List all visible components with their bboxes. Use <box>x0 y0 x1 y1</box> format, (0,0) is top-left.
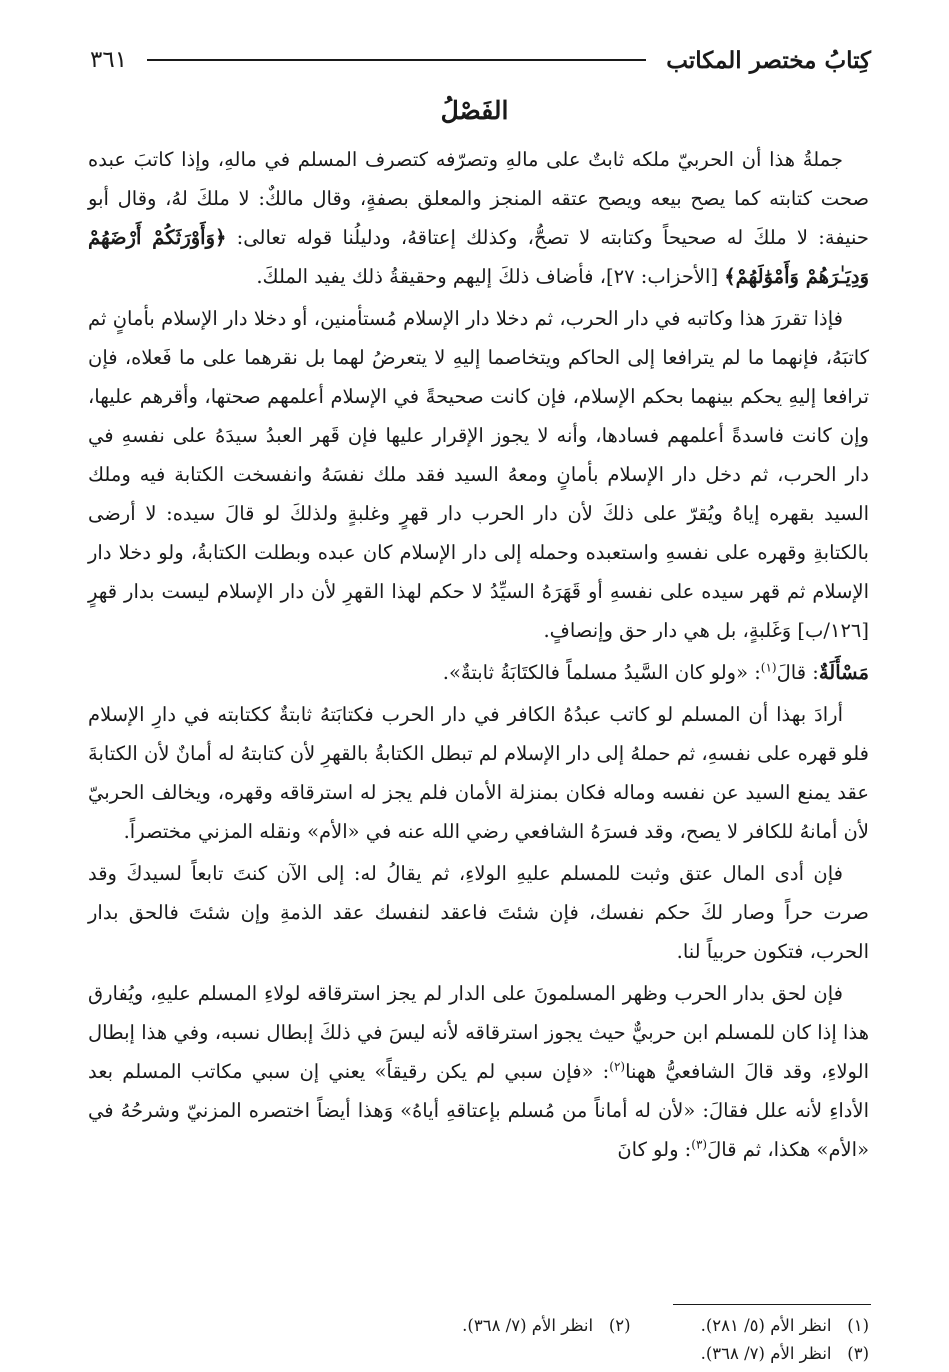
paragraph: فإن أدى المال عتق وثبت للمسلم عليهِ الولاءِ، ثم يقالُ له: إلى الآن كنتَ تابعاً لسيدكَ وقد صرت حراً وصار لكَ حكم نفسك، فإن شئتَ فاعقد لنفسك عقد الذمةِ وإن شئتَ فالحق بدار الحرب، فتكون حربياً لنا. <box>88 862 869 963</box>
footnote-row <box>88 1312 869 1340</box>
footnote-text: انظر الأم (٧/ ٣٦٨). <box>462 1316 594 1335</box>
paragraph <box>88 140 869 296</box>
paragraph-text: : قالَ <box>776 661 819 684</box>
footnote <box>701 1312 869 1340</box>
footnote <box>462 1312 630 1340</box>
footnote-row <box>88 1340 869 1368</box>
paragraph-text: : «فإن سبي لم يكن رقيقاً» يعني إن سبي مكاتب المسلم بعد الأداءِ لأنه علل فقالَ: «لأن له أماناً من مُسلم بإعتاقهِ أياهُ» وَهذا أيضاً اختصره المزنيّ وشرحُهُ في «الأم» هكذا، ثم قالَ <box>88 1060 869 1161</box>
footnote-number: (١) <box>847 1316 869 1335</box>
paragraph-text: : ولو كانَ <box>617 1138 692 1161</box>
page-number: ٣٦١ <box>90 47 128 73</box>
paragraph: فإذا تقررَ هذا وكاتبه في دار الحرب، ثم دخلا دار الإسلام مُستأمنين، أو دخلا دار الإسلام بأمانٍ ثم كاتبَهُ، فإنهما ما لم يترافعا إلى الحاكم ويتخاصما إليهِ لا يتعرضُ لهما بل نقرهما على ما فَعلاه، فإن ترافعا إليهِ يحكم بينهما بحكم الإسلام، فإن كانت صحيحةً في الإسلام أعلمهم صحتها، وأقرهم عليها، وإن كانت فاسدةً أعلمهم فسادها، وأنه لا يجوز الإقرار عليها فإن قَهر العبدُ سيدَهُ على نفسهِ في دار الحرب، ثم دخل دار الإسلام بأمانٍ ومعهُ السيد فقد ملك نفسَهُ وانفسخت الكتابة فيه وملك السيد بقهره إياهُ ويُقرّ على ذلكَ لأن دار الحرب دار قهرٍ وغلبةٍ ولذلكَ لو قالَ سيده: لا أرضى بالكتابةِ وقهره على نفسهِ واستعبده وحمله إلى دار الإسلام كان عبده وبطلت الكتابةُ، ولو دخلا دار الإسلام ثم قهر سيده على نفسهِ أو قَهَرَهُ السيِّدُ لا حكم لهذا القهرِ لأن دار الإسلام ليست بدار قهرٍ [١٢٦/ب] وَغَلبةٍ، بل هي دار حق وإنصافٍ. <box>88 307 869 642</box>
footnote-number: (٢) <box>608 1316 631 1335</box>
running-header <box>90 40 871 80</box>
body-text <box>88 140 869 1169</box>
footnote-ref: (٣) <box>691 1137 708 1152</box>
footnote-ref: (١) <box>760 660 777 675</box>
section-heading: الفَصْلُ <box>440 96 509 125</box>
paragraph-text: فإن لحق بدار الحرب وظهر المسلمونَ على الدار لم يجز استرقاقه لولاءِ المسلم عليهِ، ويُفارق هذا إذا كان للمسلم ابن حربيٌّ حيث يجوز استرقاقه لأنه ليسَ في ذلكَ إبطال نسبه، وفي هذا إبطال الولاءِ، وقد قالَ الشافعيُّ ههنا <box>88 982 869 1083</box>
paragraph: أرادَ بهذا أن المسلم لو كاتب عبدُهُ الكافر في دار الحرب فكتابَتهُ ثابتةٌ ككتابته في دارِ الإسلام فلو قهره على نفسهِ، ثم حملهُ إلى دار الإسلام لم تبطل الكتابةُ بالقهرِ لأن كتابتهُ له أمانٌ لأن الكتابةَ عقد يمنع السيد عن نفسه وماله فكان بمنزلة الأمان فلم يجز له استرقاقه وقهره، ويخالف الحربيّ لأن أمانهُ للكافر لا يصح، وقد فسرَهُ الشافعي رضي الله عنه في «الأم» ونقله المزني مختصراً. <box>88 703 869 843</box>
paragraph-text: جملةُ هذا أن الحربيّ ملكه ثابتٌ على مالهِ وتصرّفه كتصرف المسلم في مالهِ، وإذا كاتبَ عبده صحت كتابته كما يصح بيعه ويصح عتقه المنجز والمعلق بصفةٍ، وقال مالكٌ: لا ملكَ لهُ، وقال أبو حنيفة: لا ملكَ له صحيحاً وكتابته لا تصحُّ، وكذلك إعتاقهُ، ودليلُنا قوله تعالى: <box>88 148 869 249</box>
footnote-rule <box>673 1304 871 1305</box>
quran-verse: ﴿وَأَوْرَثَكُمْ أَرْضَهُمْ وَدِيَـٰرَهُمْ وَأَمْوَٰلَهُمْ﴾ <box>88 226 869 288</box>
paragraph-text: [الأحزاب: ٢٧]، فأضاف ذلكَ إليهم وحقيقةُ ذلك يفيد الملكَ. <box>256 265 725 288</box>
footnote <box>701 1340 869 1368</box>
masala-label: مَسْأَلَةٌ <box>818 661 869 684</box>
book-title: كِتابُ مختصر المكاتب <box>666 46 871 74</box>
masala-paragraph <box>88 653 869 692</box>
paragraph <box>88 974 869 1169</box>
footnotes <box>88 1312 869 1368</box>
footnote-ref: (٢) <box>609 1059 626 1074</box>
footnote-number: (٣) <box>847 1344 869 1363</box>
footnote-text: انظر الأم (٧/ ٣٦٨). <box>700 1344 832 1363</box>
footnote-text: انظر الأم (٥/ ٢٨١). <box>700 1316 832 1335</box>
header-rule <box>147 59 646 61</box>
paragraph-text: : «ولو كان السَّيدُ مسلماً فالكتَابَةُ ثابتةٌ». <box>442 661 761 684</box>
